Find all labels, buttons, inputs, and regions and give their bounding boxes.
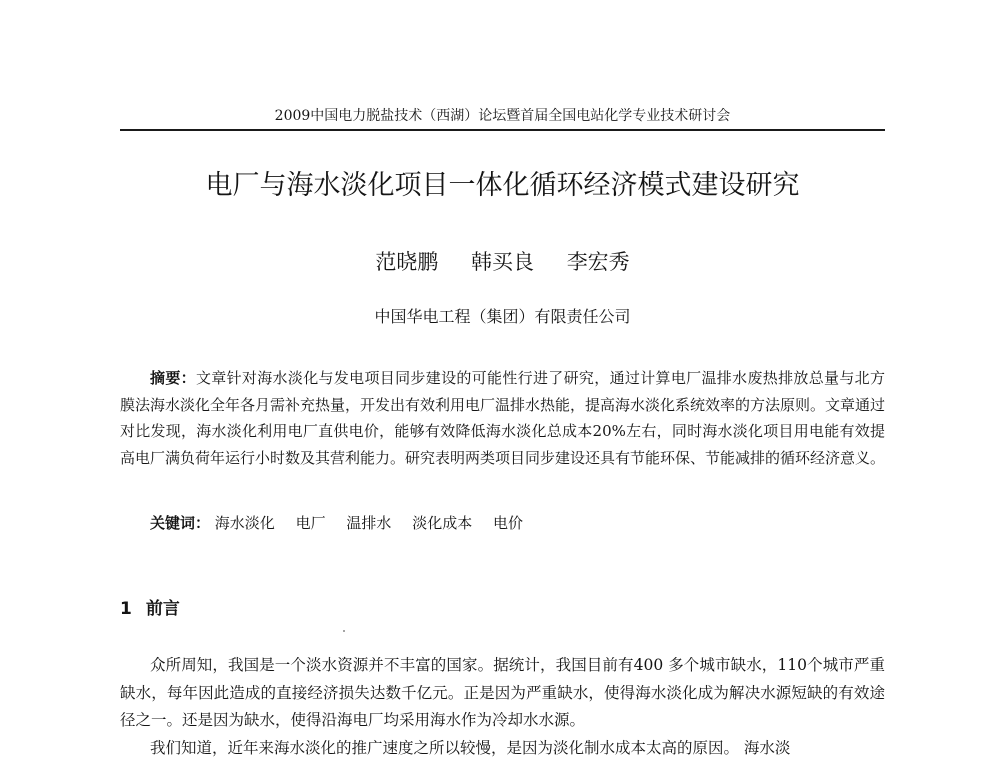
running-header: 2009中国电力脱盐技术（西湖）论坛暨首届全国电站化学专业技术研讨会 xyxy=(274,108,731,124)
section-body xyxy=(120,652,885,760)
keywords-label: 关键词： xyxy=(150,514,211,532)
section-heading xyxy=(120,596,180,622)
keyword: 海水淡化 xyxy=(214,514,275,532)
body-paragraph: 众所周知，我国是一个淡水资源并不丰富的国家。据统计，我国目前有400 多个城市缺水，110个城市严重缺水，每年因此造成的直接经济损失达数千亿元。正是因为严重缺水，使得海水淡化成为解决水源短缺的有效途径之一。还是因为缺水，使得沿海电厂均采用海水作为冷却水水源。 xyxy=(120,656,885,729)
scan-speck xyxy=(343,630,345,632)
body-paragraph: 我们知道，近年来海水淡化的推广速度之所以较慢，是因为淡化制水成本太高的原因。 海水淡 xyxy=(150,738,791,757)
header-rule xyxy=(120,129,885,131)
abstract-text: 文章针对海水淡化与发电项目同步建设的可能性行进了研究，通过计算电厂温排水废热排放总量与北方膜法海水淡化全年各月需补充热量，开发出有效利用电厂温排水热能，提高海水淡化系统效率的方法原则。文章通过对比发现，海水淡化利用电厂直供电价，能够有效降低海水淡化总成本20%左右，同时海水淡化项目用电能有效提高电厂满负荷年运行小时数及其营利能力。研究表明两类项目同步建设还具有节能环保、节能减排的循环经济意义。 xyxy=(120,369,886,467)
keyword: 电厂 xyxy=(295,514,326,532)
abstract-label: 摘要： xyxy=(150,369,196,387)
author-name: 范晓鹏 xyxy=(375,250,439,274)
author-name: 李宏秀 xyxy=(566,250,630,274)
author-name: 韩买良 xyxy=(471,250,534,274)
paper-title: 电厂与海水淡化项目一体化循环经济模式建设研究 xyxy=(205,170,800,201)
section-number: 1 xyxy=(120,599,132,619)
section-title: 前言 xyxy=(145,599,180,619)
abstract xyxy=(120,365,885,471)
author-list xyxy=(120,248,885,276)
keyword: 淡化成本 xyxy=(412,514,473,532)
keyword: 电价 xyxy=(492,514,523,532)
author-affiliation: 中国华电工程（集团）有限责任公司 xyxy=(374,307,631,326)
keyword: 温排水 xyxy=(346,514,392,532)
keywords xyxy=(150,510,539,536)
